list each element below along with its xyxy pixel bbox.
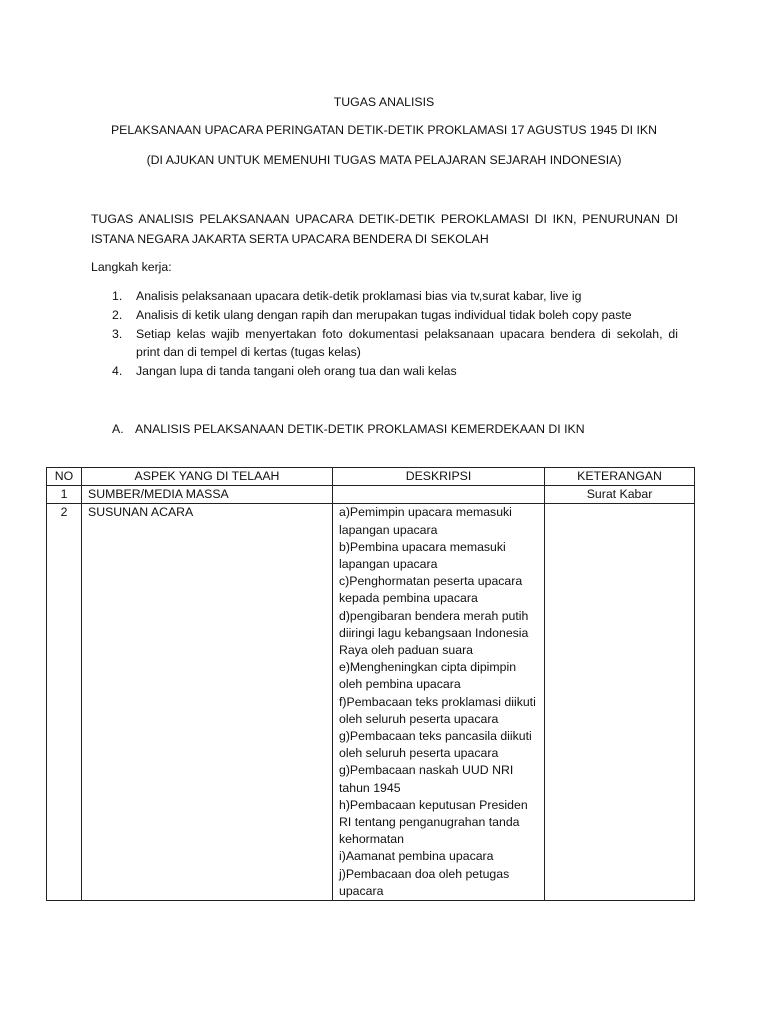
step-text: Analisis pelaksanaan upacara detik-detik proklamasi bias via tv,surat kabar, live ig	[136, 289, 582, 303]
cell-deskripsi	[333, 486, 545, 504]
cell-no: 2	[47, 504, 82, 901]
table-row	[47, 486, 695, 504]
header-no: NO	[47, 468, 82, 486]
list-item	[91, 362, 678, 380]
header-deskripsi: DESKRIPSI	[333, 468, 545, 486]
description-item: a)Pemimpin upacara memasuki lapangan upacara	[339, 505, 512, 537]
step-number: 4.	[112, 364, 123, 378]
list-item	[91, 306, 678, 324]
description-item: g)Pembacaan naskah UUD NRI tahun 1945	[339, 763, 514, 795]
table-row	[47, 504, 695, 901]
description-item: f)Pembacaan teks proklamasi diikuti oleh seluruh peserta upacara	[339, 694, 536, 726]
step-number: 1.	[112, 289, 123, 303]
header-aspek: ASPEK YANG DI TELAAH	[82, 468, 333, 486]
description-item: g)Pembacaan teks pancasila diikuti oleh seluruh peserta upacara	[339, 729, 532, 761]
step-text: Analisis di ketik ulang dengan rapih dan merupakan tugas individual tidak boleh copy paste	[136, 308, 632, 322]
description-item: b)Pembina upacara memasuki lapangan upacara	[339, 539, 506, 572]
document-subtitle: PELAKSANAAN UPACARA PERINGATAN DETIK-DETIK PROKLAMASI 17 AGUSTUS 1945 DI IKN	[110, 123, 657, 137]
cell-keterangan	[545, 504, 695, 901]
section-letter: A.	[112, 422, 124, 436]
cell-deskripsi	[333, 504, 545, 901]
analysis-table	[46, 467, 695, 901]
section-title: ANALISIS PELAKSANAAN DETIK-DETIK PROKLAMASI KEMERDEKAAN DI IKN	[135, 422, 585, 436]
description-item: d)pengibaran bendera merah putih diiringi lagu kebangsaan Indonesia Raya oleh paduan suara	[339, 608, 529, 658]
description-item: e)Mengheningkan cipta dipimpin oleh pembina upacara	[339, 660, 517, 692]
description-item: j)Pembacaan doa oleh petugas upacara	[339, 866, 510, 898]
steps-heading: Langkah kerja:	[91, 260, 172, 274]
header-keterangan: KETERANGAN	[545, 468, 695, 486]
description-item: h)Pembacaan keputusan Presiden RI tentang penganugrahan tanda kehormatan	[339, 797, 528, 847]
cell-no: 1	[47, 486, 82, 504]
description-item: c)Penghormatan peserta upacara kepada pembina upacara	[339, 574, 523, 606]
cell-keterangan: Surat Kabar	[545, 486, 695, 504]
document-purpose: (DI AJUKAN UNTUK MEMENUHI TUGAS MATA PELAJARAN SEJARAH INDONESIA)	[146, 153, 622, 167]
description-item: i)Aamanat pembina upacara	[339, 849, 494, 864]
cell-aspek: SUMBER/MEDIA MASSA	[82, 486, 333, 504]
step-text: Jangan lupa di tanda tangani oleh orang tua dan wali kelas	[136, 364, 457, 378]
step-text: Setiap kelas wajib menyertakan foto dokumentasi pelaksanaan upacara bendera di sekolah, di print dan di tempel di kertas (tugas kelas)	[136, 327, 678, 359]
list-item	[91, 325, 678, 361]
intro-paragraph: TUGAS ANALISIS PELAKSANAAN UPACARA DETIK-DETIK PEROKLAMASI DI IKN, PENURUNAN DI ISTANA NEGARA JAKARTA SERTA UPACARA BENDERA DI SEKOLAH	[91, 212, 678, 246]
steps-list	[91, 287, 678, 381]
step-number: 2.	[112, 308, 123, 322]
cell-aspek: SUSUNAN ACARA	[82, 504, 333, 901]
document-title: TUGAS ANALISIS	[333, 95, 435, 109]
table-header-row	[47, 468, 695, 486]
step-number: 3.	[112, 327, 123, 341]
list-item	[91, 287, 678, 305]
